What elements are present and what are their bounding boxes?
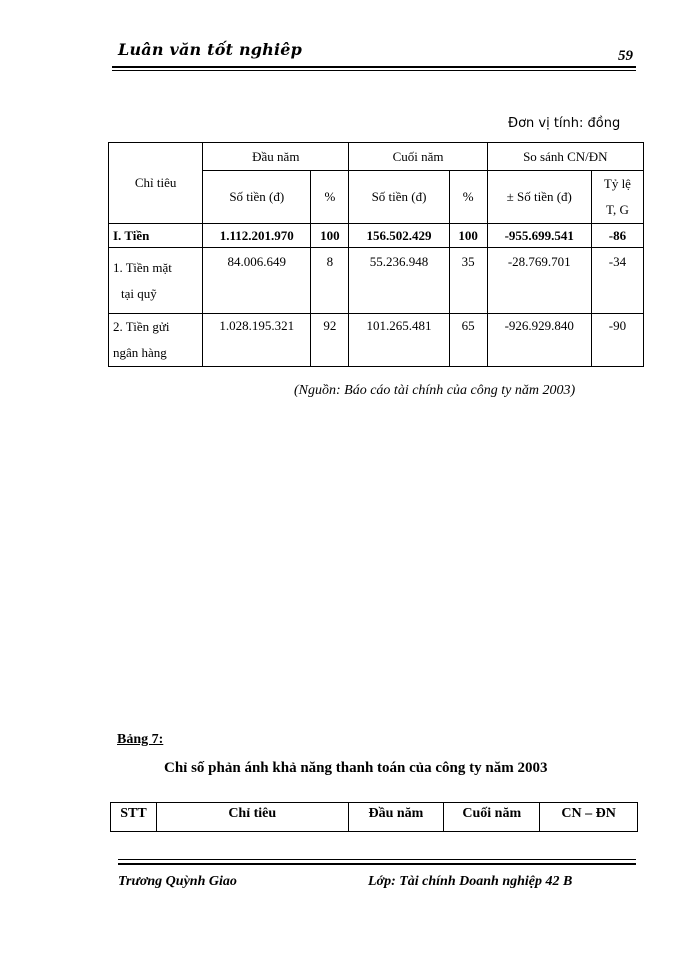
row-ratio: -90: [591, 314, 643, 367]
row-end-amount: 55.236.948: [349, 248, 449, 314]
row-label-line2: ngân hàng: [113, 345, 167, 360]
row-label: [109, 248, 203, 314]
table7-label: Bảng 7:: [117, 732, 164, 747]
header-end-percent: %: [449, 171, 487, 224]
t7-header-indicator: Chỉ tiêu: [156, 803, 348, 832]
row-ratio: -86: [591, 224, 643, 248]
header-diff-amount: ± Số tiền (đ): [487, 171, 591, 224]
row-end-pct: 35: [449, 248, 487, 314]
page-number: 59: [618, 48, 633, 64]
liquidity-table: [110, 802, 638, 832]
header-ratio-line1: Tỷ lệ: [603, 176, 631, 191]
table-row: [109, 224, 644, 248]
header-start-amount: Số tiền (đ): [203, 171, 311, 224]
row-end-amount: 101.265.481: [349, 314, 449, 367]
t7-header-diff: CN – ĐN: [540, 803, 638, 832]
footer-class: Lớp: Tài chính Doanh nghiệp 42 B: [368, 874, 573, 889]
row-label: [109, 314, 203, 367]
cash-table: [108, 142, 644, 367]
row-end-amount: 156.502.429: [349, 224, 449, 248]
source-note: (Nguồn: Báo cáo tài chính của công ty năm 2003): [294, 383, 576, 398]
header-end-year: Cuối năm: [349, 143, 487, 171]
table7-title: Chỉ số phản ánh khả năng thanh toán của công ty năm 2003: [164, 760, 548, 776]
footer-divider: [118, 863, 636, 865]
row-start-amount: 1.028.195.321: [203, 314, 311, 367]
table-row: [109, 248, 644, 314]
page-header-title: Luân văn tốt nghiêp: [118, 40, 303, 59]
row-start-amount: 1.112.201.970: [203, 224, 311, 248]
row-start-pct: 92: [311, 314, 349, 367]
row-label: I. Tiền: [109, 224, 203, 248]
row-diff-amount: -955.699.541: [487, 224, 591, 248]
row-diff-amount: -926.929.840: [487, 314, 591, 367]
t7-header-start-year: Đầu năm: [348, 803, 444, 832]
row-ratio: -34: [591, 248, 643, 314]
header-start-percent: %: [311, 171, 349, 224]
row-end-pct: 100: [449, 224, 487, 248]
header-divider-thin: [112, 70, 636, 71]
row-start-pct: 100: [311, 224, 349, 248]
row-end-pct: 65: [449, 314, 487, 367]
header-compare: So sánh CN/ĐN: [487, 143, 643, 171]
row-diff-amount: -28.769.701: [487, 248, 591, 314]
footer-author: Trương Quỳnh Giao: [118, 874, 237, 889]
header-indicator: Chỉ tiêu: [109, 143, 203, 224]
header-end-amount: Số tiền (đ): [349, 171, 449, 224]
header-ratio-line2: T, G: [605, 202, 629, 217]
row-start-amount: 84.006.649: [203, 248, 311, 314]
table-row: [109, 314, 644, 367]
row-label-line1: 2. Tiền gửi: [113, 319, 170, 334]
t7-header-stt: STT: [111, 803, 157, 832]
row-start-pct: 8: [311, 248, 349, 314]
header-start-year: Đầu năm: [203, 143, 349, 171]
row-label-line2: tại quỹ: [121, 285, 157, 301]
t7-header-end-year: Cuối năm: [444, 803, 540, 832]
header-divider: [112, 66, 636, 68]
footer-divider-thin: [118, 859, 636, 860]
header-ratio: [591, 171, 643, 224]
unit-note: Đơn vị tính: đồng: [508, 116, 621, 131]
row-label-line1: 1. Tiền mặt: [113, 259, 172, 275]
